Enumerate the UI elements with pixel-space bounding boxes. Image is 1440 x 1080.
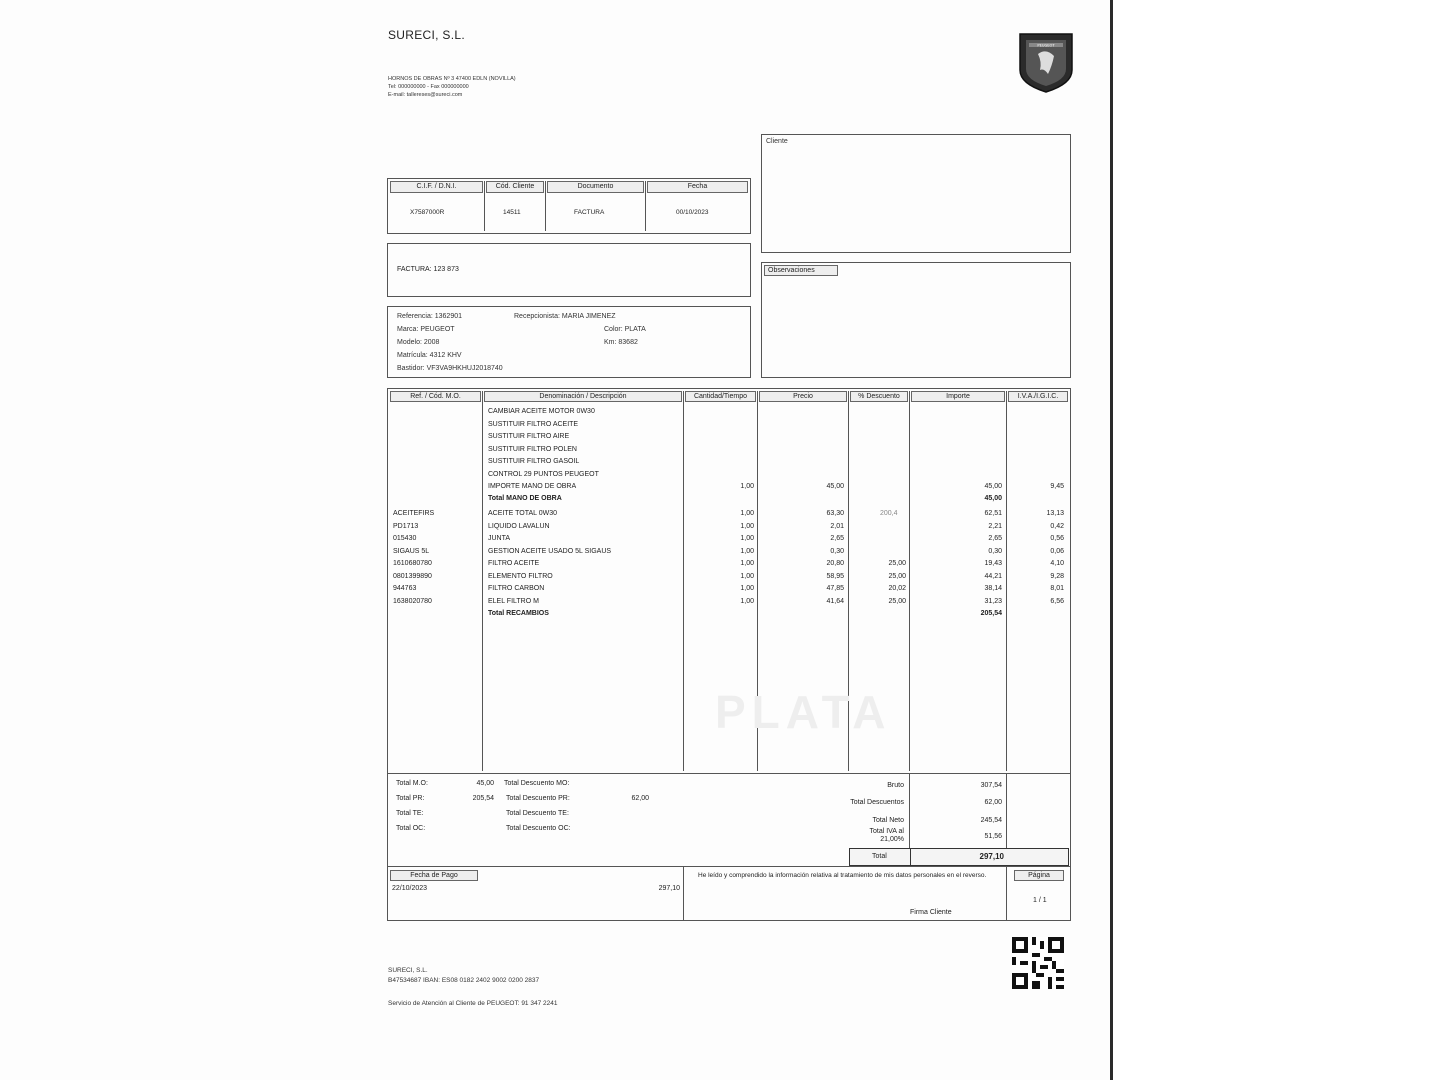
part-tax: 0,42	[1050, 522, 1064, 530]
part-discount: 25,00	[888, 560, 906, 567]
part-desc: GESTION ACEITE USADO 5L SIGAUS	[488, 547, 612, 555]
payment-date-label: Fecha de Pago	[390, 870, 478, 881]
part-desc: ACEITE TOTAL 0W30	[488, 510, 557, 517]
col-quantity: Cantidad/Tiempo	[685, 391, 756, 402]
footer-company: SURECI, S.L.	[388, 967, 428, 974]
part-desc: JUNTA	[488, 535, 511, 542]
labor-line: CAMBIAR ACEITE MOTOR 0W30	[488, 408, 595, 415]
part-qty: 1,00	[740, 510, 754, 517]
watermark: PLATA	[715, 686, 892, 738]
invoice-number: FACTURA: 123 873	[397, 266, 459, 273]
labor-import-amount: 45,00	[984, 483, 1002, 490]
part-price: 41,64	[826, 597, 844, 605]
labor-line: CONTROL 29 PUNTOS PEUGEOT	[488, 470, 599, 478]
header-date: Fecha	[647, 181, 748, 193]
part-qty: 1,00	[740, 535, 754, 542]
total-disc-oc-label: Total Descuento OC:	[506, 825, 571, 832]
client-box	[761, 134, 1071, 253]
col-amount: Importe	[911, 391, 1005, 402]
part-amount: 31,23	[984, 597, 1002, 605]
parts-total-desc: Total RECAMBIOS	[488, 610, 549, 617]
part-amount: 0,30	[988, 547, 1002, 555]
part-qty: 1,00	[740, 572, 754, 580]
part-discount: 20,02	[888, 585, 906, 592]
page-label: Página	[1014, 870, 1064, 881]
header-client-code: Cód. Cliente	[486, 181, 544, 193]
header-document: Documento	[547, 181, 644, 193]
company-name: SURECI, S.L.	[388, 28, 465, 42]
total-row	[849, 848, 1069, 866]
footer-service: Servicio de Atención al Cliente de PEUGEOT: 91 347 2241	[388, 1000, 558, 1007]
iva-value: 51,56	[984, 833, 1002, 840]
payment-amount: 297,10	[658, 885, 680, 892]
total-pr-value: 205,54	[472, 795, 494, 802]
part-price: 47,85	[826, 585, 844, 592]
part-qty: 1,00	[740, 522, 754, 530]
vehicle-plate: Matrícula: 4312 KHV	[397, 352, 462, 359]
logo-lettering: PEUGEOT	[1037, 43, 1055, 48]
total-oc-label: Total OC:	[396, 825, 426, 832]
col-tax: I.V.A./I.G.I.C.	[1008, 391, 1068, 402]
part-qty: 1,00	[740, 585, 754, 592]
neto-label: Total Neto	[872, 817, 904, 824]
part-tax: 8,01	[1050, 585, 1064, 592]
total-disc-te-label: Total Descuento TE:	[506, 810, 569, 817]
vehicle-brand: Marca: PEUGEOT	[397, 326, 455, 333]
qr-code	[1012, 937, 1064, 989]
part-ref: SIGAUS 5L	[393, 547, 430, 555]
labor-import-tax: 9,45	[1050, 483, 1064, 490]
neto-value: 245,54	[980, 817, 1002, 824]
bruto-label: Bruto	[887, 782, 904, 789]
total-value: 297,10	[979, 852, 1004, 861]
parts-total-amount: 205,54	[980, 610, 1002, 617]
part-tax: 13,13	[1046, 510, 1064, 517]
value-date: 00/10/2023	[676, 209, 709, 216]
part-price: 20,80	[826, 560, 844, 567]
labor-line: SUSTITUIR FILTRO GASOIL	[488, 458, 580, 465]
part-amount: 44,21	[984, 572, 1002, 580]
invoice-number-box	[387, 243, 751, 297]
part-desc: FILTRO CARBON	[488, 585, 545, 592]
part-tax: 4,10	[1050, 560, 1064, 567]
iva-label: Total IVA al 21,00%	[869, 828, 904, 843]
page-value: 1 / 1	[1033, 897, 1047, 904]
background-margin	[1113, 0, 1440, 1080]
client-box-label: Cliente	[766, 138, 788, 145]
total-disc-pr-label: Total Descuento PR:	[506, 795, 570, 802]
bruto-value: 307,54	[980, 782, 1002, 789]
part-amount: 2,65	[988, 535, 1002, 542]
part-discount: 25,00	[888, 597, 906, 605]
part-ref: PD1713	[393, 522, 419, 530]
labor-line: SUSTITUIR FILTRO POLEN	[488, 445, 577, 453]
totals-box	[387, 773, 1071, 867]
total-label: Total	[872, 853, 887, 860]
vehicle-color: Color: PLATA	[604, 326, 646, 333]
descuentos-label: Total Descuentos	[850, 799, 904, 806]
col-price: Precio	[759, 391, 847, 402]
part-amount: 62,51	[984, 510, 1002, 517]
part-qty: 1,00	[740, 547, 754, 555]
part-ref: ACEITEFIRS	[393, 510, 435, 517]
total-disc-pr-value: 62,00	[631, 795, 649, 802]
part-tax: 0,56	[1050, 535, 1064, 542]
company-email: E-mail: tallereses@sureci.com	[388, 92, 463, 98]
part-discount: 25,00	[888, 572, 906, 580]
signature-label: Firma Cliente	[910, 909, 952, 916]
header-table	[387, 178, 751, 234]
part-tax: 6,56	[1050, 597, 1064, 605]
labor-line: SUSTITUIR FILTRO AIRE	[488, 433, 570, 440]
part-qty: 1,00	[740, 560, 754, 567]
part-price: 63,30	[826, 510, 844, 517]
part-price: 2,65	[830, 535, 844, 542]
legal-text: He leído y comprendido la información relativa al tratamiento de mis datos personales en el reverso.	[698, 872, 987, 879]
total-te-label: Total TE:	[396, 810, 424, 817]
descuentos-value: 62,00	[984, 799, 1002, 806]
col-ref: Ref. / Cód. M.O.	[390, 391, 481, 402]
payment-date: 22/10/2023	[392, 885, 428, 892]
labor-total-desc: Total MANO DE OBRA	[488, 495, 562, 502]
value-cif: X7587000R	[410, 209, 445, 216]
part-price: 2,01	[830, 522, 844, 530]
part-ref: 1610680780	[393, 560, 432, 567]
total-pr-label: Total PR:	[396, 795, 425, 802]
labor-total-amount: 45,00	[984, 495, 1002, 502]
part-desc: FILTRO ACEITE	[488, 560, 540, 567]
part-ref: 015430	[393, 535, 417, 542]
part-desc: LIQUIDO LAVALUN	[488, 522, 550, 530]
part-amount: 38,14	[984, 585, 1002, 592]
total-mo-value: 45,00	[476, 780, 494, 787]
observations-box	[761, 262, 1071, 378]
stray-mark: 200,4	[880, 510, 898, 517]
part-price: 58,95	[826, 572, 844, 580]
part-price: 0,30	[830, 547, 844, 555]
company-address: HORNOS DE OBRAS Nº 3 47400 EDLN (NOVILLA)	[388, 76, 516, 82]
col-description: Denominación / Descripción	[484, 391, 682, 402]
labor-import-price: 45,00	[826, 483, 844, 490]
value-client-code: 14511	[503, 209, 521, 216]
part-ref: 944763	[393, 585, 417, 592]
part-ref: 1638020780	[393, 597, 432, 605]
total-disc-mo-label: Total Descuento MO:	[504, 780, 570, 787]
col-discount: % Descuento	[850, 391, 908, 402]
part-desc: ELEMENTO FILTRO	[488, 572, 553, 580]
labor-import-qty: 1,00	[740, 483, 754, 490]
vehicle-receptionist: Recepcionista: MARIA JIMENEZ	[514, 313, 616, 320]
vehicle-reference: Referencia: 1362901	[397, 313, 462, 320]
footer-bank: B47534687 IBAN: ES08 0182 2402 9002 0200 2837	[388, 977, 540, 984]
company-phone: Tel: 000000000 - Fax 000000000	[388, 84, 469, 90]
labor-line: SUSTITUIR FILTRO ACEITE	[488, 420, 579, 428]
payment-box	[387, 866, 1071, 921]
part-amount: 2,21	[988, 522, 1002, 530]
part-desc: ELEL FILTRO M	[488, 597, 539, 605]
part-qty: 1,00	[740, 597, 754, 605]
part-ref: 0801399890	[393, 572, 432, 580]
peugeot-logo	[1016, 30, 1076, 94]
vehicle-chassis: Bastidor: VF3VA9HKHUJ2018740	[397, 365, 503, 372]
observations-label: Observaciones	[764, 265, 838, 276]
part-amount: 19,43	[984, 560, 1002, 567]
value-document: FACTURA	[574, 209, 605, 216]
header-cif: C.I.F. / D.N.I.	[390, 181, 483, 193]
part-tax: 9,28	[1050, 572, 1064, 580]
vehicle-km: Km: 83682	[604, 339, 638, 346]
vehicle-model: Modelo: 2008	[397, 339, 440, 346]
part-tax: 0,06	[1050, 547, 1064, 555]
vehicle-box	[387, 306, 751, 378]
total-mo-label: Total M.O:	[396, 780, 428, 787]
labor-import-desc: IMPORTE MANO DE OBRA	[488, 483, 577, 490]
